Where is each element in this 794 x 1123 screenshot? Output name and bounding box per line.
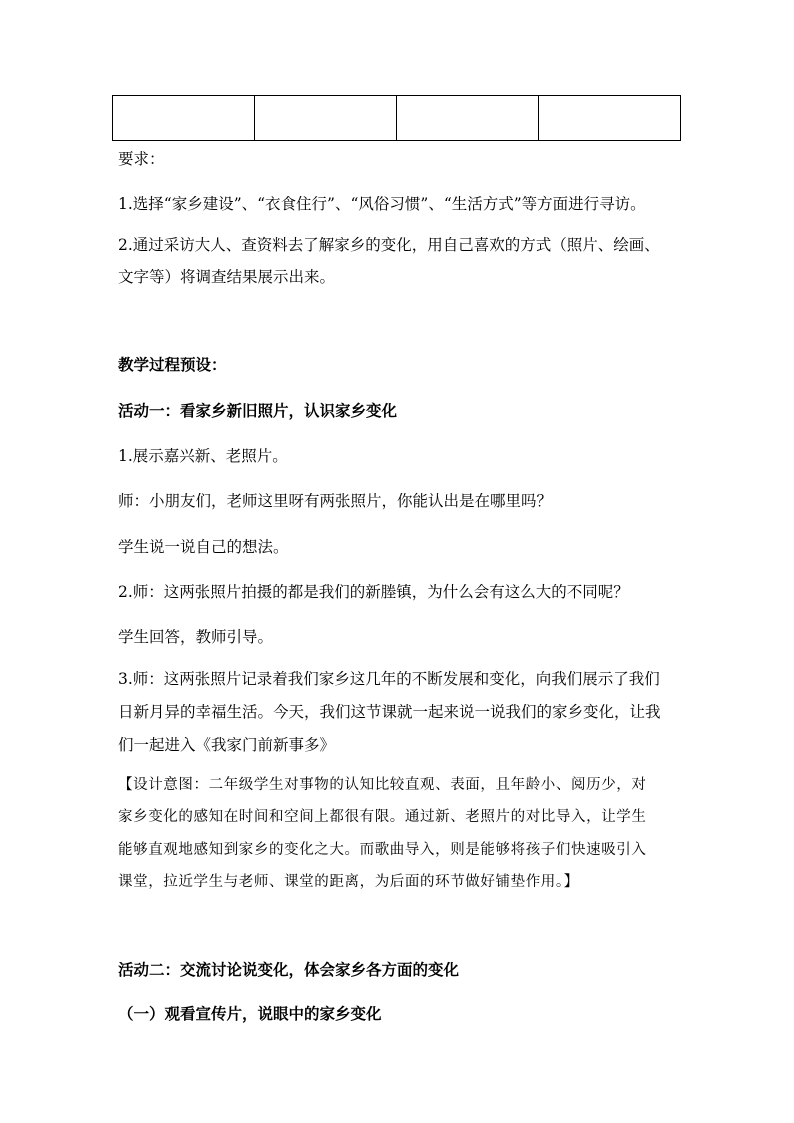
activity-1-line: 学生说一说自己的想法。 bbox=[118, 538, 289, 556]
activity-1-title: 活动一：看家乡新旧照片，认识家乡变化 bbox=[118, 401, 398, 420]
activity-1-line: 3.师：这两张照片记录着我们家乡这几年的不断发展和变化，向我们展示了我们 bbox=[118, 670, 660, 688]
activity-1-line: 2.师：这两张照片拍摄的都是我们的新塍镇，为什么会有这么大的不同呢？ bbox=[118, 583, 629, 601]
design-note-line: 课堂，拉近学生与老师、课堂的距离，为后面的环节做好铺垫作用。】 bbox=[118, 874, 579, 890]
design-note-line: 能够直观地感知到家乡的变化之大。而歌曲导入，则是能够将孩子们快速吸引入 bbox=[118, 842, 647, 858]
requirement-item-2-line-2: 文字等）将调查结果展示出来。 bbox=[118, 268, 336, 286]
table-cell bbox=[255, 96, 397, 141]
process-heading: 教学过程预设： bbox=[118, 355, 227, 374]
table-cell bbox=[397, 96, 539, 141]
requirements-heading: 要求： bbox=[118, 150, 165, 168]
activity-1-line: 们一起进入《我家门前新事多》 bbox=[118, 736, 336, 754]
table-cell bbox=[539, 96, 681, 141]
requirement-item-1: 1.选择“家乡建设”、“衣食住行”、“风俗习惯”、“生活方式”等方面进行寻访。 bbox=[118, 195, 646, 213]
requirement-item-2-line-1: 2.通过采访大人、查资料去了解家乡的变化，用自己喜欢的方式（照片、绘画、 bbox=[118, 236, 660, 254]
activity-1-line: 1.展示嘉兴新、老照片。 bbox=[118, 447, 288, 465]
table-cell bbox=[113, 96, 255, 141]
activity-1-line: 学生回答，教师引导。 bbox=[118, 628, 274, 646]
activity-2-subsection-1: （一）观看宣传片，说眼中的家乡变化 bbox=[118, 1004, 382, 1023]
design-note-line: 【设计意图：二年级学生对事物的认知比较直观、表面，且年龄小、阅历少，对 bbox=[118, 777, 647, 793]
table-row bbox=[113, 96, 681, 141]
survey-table bbox=[112, 95, 681, 141]
activity-1-line: 师：小朋友们，老师这里呀有两张照片，你能认出是在哪里吗？ bbox=[118, 492, 553, 510]
activity-2-title: 活动二：交流讨论说变化，体会家乡各方面的变化 bbox=[118, 960, 460, 979]
activity-1-line: 日新月异的幸福生活。今天，我们这节课就一起来说一说我们的家乡变化，让我 bbox=[118, 703, 661, 721]
design-note-line: 家乡变化的感知在时间和空间上都很有限。通过新、老照片的对比导入，让学生 bbox=[118, 809, 647, 825]
